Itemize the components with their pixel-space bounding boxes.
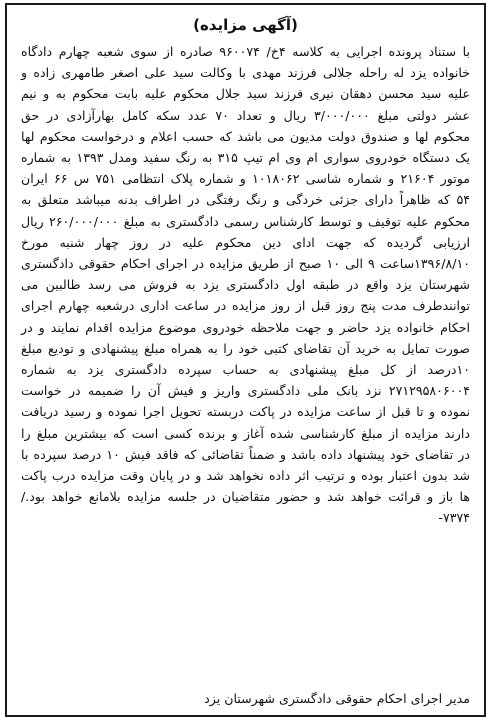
notice-title: (آگهی مزایده) — [193, 16, 298, 34]
notice-body: با ستناد پرونده اجرایی به کلاسه ۴خ/ ۹۶۰۰۷۴ صادره از سوی شعبه چهارم دادگاه خانواده یزد له راحله جلالی فرزند مهدی با وکالت سید علی اصغر طامهری زاده و علیه سید محسن دهقان نیری فرزند سید جلال محکوم علیه بابت محکوم به و نیم عشر دولتی مبلغ ۳/۰۰۰/۰۰۰ ریال و تعداد ۷۰ عدد سکه کامل بهارآزادی در حق محکوم لها و صندوق دولت مدیون می باشد که حسب اعلام و درخواست محکوم لها یک دستگاه خودروی سواری ام وی ام تیپ ۳۱۵ به رنگ سفید ومدل ۱۳۹۳ به شماره موتور ۲۱۶۰۴ و شماره شاسی ۱۰۱۸۰۶۲ و شماره پلاک انتظامی ۷۵۱ س ۶۶ ایران ۵۴ که ظاهراً دارای جزئی خردگی و رنگ رفتگی در اطراف بدنه میباشد متعلق به محکوم علیه توقیف و توسط کارشناس رسمی دادگستری به مبلغ ۲۶۰/۰۰۰/۰۰۰ ریال ارزیابی گردیده که جهت ادای دین محکوم علیه در روز چهار شنبه مورخ ۱۳۹۶/۸/۱۰ساعت ۹ الی ۱۰ صبح از طریق مزایده در اجرای احکام حقوقی دادگستری شهرستان یزد واقع در طبقه اول دادگستری یزد به فروش می رسد طالبین می توانندطرف مدت پنج روز قبل از روز مزایده در ساعت اداری درشعبه چهارم اجرای احکام خانواده یزد حاضر و جهت ملاحظه خودروی موضوع مزایده اقدام نمایند و در صورت تمایل به خرید آن تقاضای کتبی خود را به همراه مبلغ پیشنهادی و تودیع مبلغ ۱۰درصد از کل مبلغ پیشنهادی به حساب سپرده دادگستری یزد به شماره ۲۷۱۲۹۵۸۰۶۰۰۴ نزد بانک ملی دادگستری واریز و فیش آن را ضمیمه در خواست نموده و تا قبل از ساعت مزایده در پاکت دربسته تحویل اجرا نموده و رسید دریافت دارند مزایده از مبلغ کارشناسی شده آغاز و برنده کسی است که بیشترین مبلغ را در تقاضای خود پیشنهاد داده باشد و ضمناً تقاضائی که فاقد فیش ۱۰ درصد سپرده با شد بدون اعتبار بوده و ترتیب اثر داده نخواهد شد و در پایان وقت مزایده درب پاکت ها باز و قرائت خواهد شد و حضور متقاضیان در جلسه مزایده بلامانع خواهد بود./۷۳۷۴- — [21, 44, 471, 526]
auction-notice — [5, 3, 486, 717]
notice-signature: مدیر اجرای احکام حقوقی دادگستری شهرستان یزد — [204, 691, 470, 706]
